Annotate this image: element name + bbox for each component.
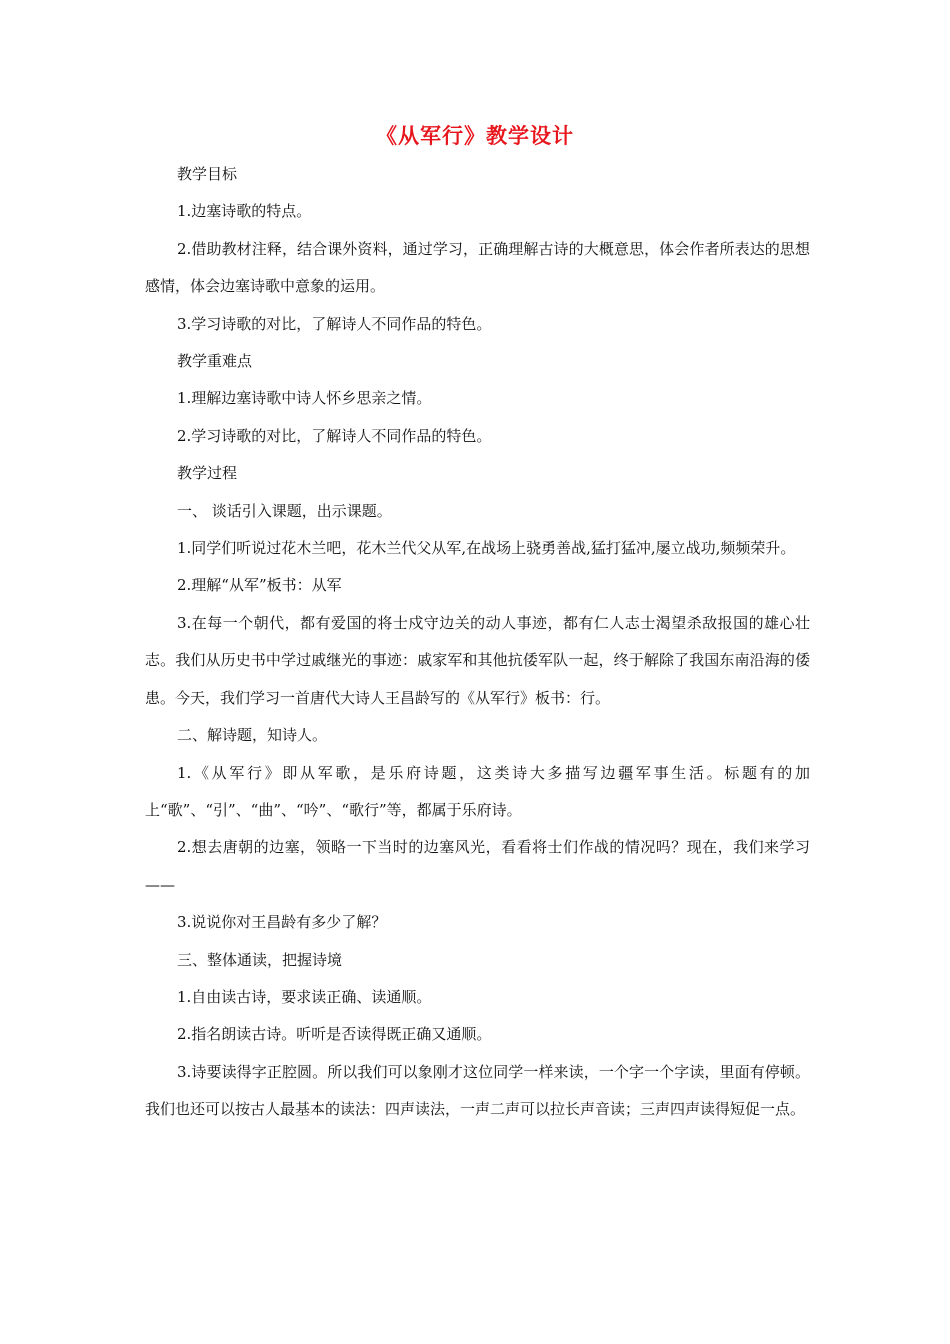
paragraph: 2.指名朗读古诗。听听是否读得既正确又通顺。 bbox=[177, 1025, 492, 1044]
paragraph: 2.借助教材注释，结合课外资料，通过学习，正确理解古诗的大概意思，体会作者所表达的思想感情，体会边塞诗歌中意象的运用。 bbox=[145, 239, 810, 296]
paragraph: 2.想去唐朝的边塞，领略一下当时的边塞风光，看看将士们作战的情况吗？现在，我们来学习—— bbox=[145, 838, 810, 894]
section-heading-three: 三、整体通读，把握诗境 bbox=[177, 950, 343, 969]
heading-key-difficulties: 教学重难点 bbox=[177, 352, 253, 371]
document-body bbox=[145, 156, 810, 1129]
paragraph: 1.《从军行》即从军歌，是乐府诗题，这类诗大多描写边疆军事生活。标题有的加上“歌”、“引”、“曲”、“吟”、“歌行”等，都属于乐府诗。 bbox=[145, 763, 810, 819]
paragraph: 3.在每一个朝代，都有爱国的将士戍守边关的动人事迹，都有仁人志士渴望杀敌报国的雄心壮志。我们从历史书中学过戚继光的事迹：戚家军和其他抗倭军队一起，终于解除了我国东南沿海的倭患。今天，我们学习一首唐代大诗人王昌龄写的《从军行》板书：行。 bbox=[145, 613, 810, 707]
paragraph: 3.说说你对王昌龄有多少了解？ bbox=[177, 913, 387, 932]
paragraph: 1.边塞诗歌的特点。 bbox=[177, 202, 312, 221]
paragraph: 1.理解边塞诗歌中诗人怀乡思亲之情。 bbox=[177, 389, 432, 408]
paragraph: 1.自由读古诗，要求读正确、读通顺。 bbox=[177, 987, 432, 1006]
section-heading-two: 二、解诗题，知诗人。 bbox=[177, 726, 328, 745]
paragraph: 3.诗要读得字正腔圆。所以我们可以象刚才这位同学一样来读，一个字一个字读，里面有停顿。我们也还可以按古人最基本的读法：四声读法，一声二声可以拉长声音读；三声四声读得短促一点。 bbox=[145, 1062, 810, 1119]
paragraph: 3.学习诗歌的对比，了解诗人不同作品的特色。 bbox=[177, 314, 492, 333]
document-title: 《从军行》教学设计 bbox=[376, 123, 574, 148]
paragraph: 2.学习诗歌的对比，了解诗人不同作品的特色。 bbox=[177, 426, 492, 445]
heading-teaching-goals: 教学目标 bbox=[177, 165, 238, 183]
paragraph: 2.理解“从军”板书：从军 bbox=[177, 576, 342, 595]
section-heading-one: 一、 谈话引入课题，出示课题。 bbox=[177, 501, 392, 520]
heading-teaching-process: 教学过程 bbox=[177, 464, 238, 483]
paragraph: 1.同学们听说过花木兰吧，花木兰代父从军,在战场上骁勇善战,猛打猛冲,屡立战功,频频荣升。 bbox=[177, 539, 796, 558]
